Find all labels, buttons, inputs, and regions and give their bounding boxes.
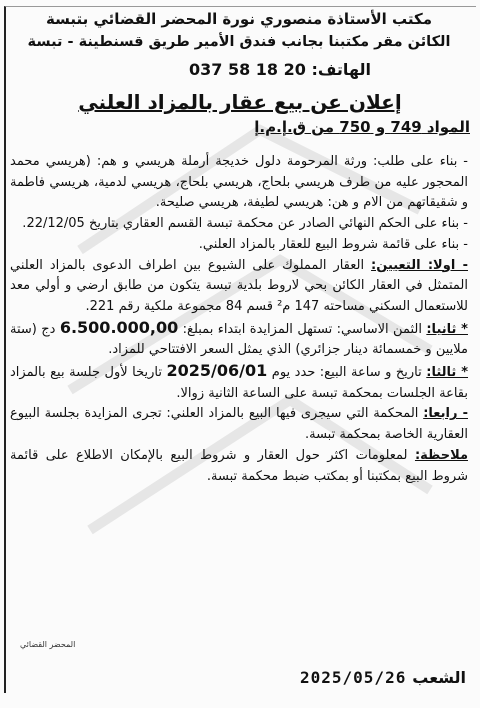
court-label: - رابعا: — [423, 406, 468, 422]
bailiff-signature: المحضر القضائي — [20, 640, 76, 649]
notice-body — [10, 152, 468, 487]
sale-date-text-b: تاريخا لأول جلسة بيع بالمزاد بقاعة الجلسات بمحكمة تبسة على الساعة الثانية زوالا. — [10, 365, 468, 401]
paragraph-court — [10, 404, 468, 445]
paragraph-request: - بناء على طلب: ورثة المرحومة دلول خديجة أرملة هريسي و هم: (هريسي محمد المحجور عليه من طرف هريسي بلحاج، هريسي بلحاج، هريسي لدمية، هريسي فاطمة و شقيقاتهم من الام و هن: هريسي لطيفة، هريسي صليحة. — [10, 154, 468, 211]
price-amount: 6.500.000,00 — [59, 317, 179, 337]
price-text-b: دج (ستة ملايين و خمسمائة دينار جزائري) الذي يمثل السعر الافتتاحي للمزاد. — [10, 321, 468, 358]
price-label: * ثانيا: — [426, 321, 468, 337]
sale-date-text-a: تاريخ و ساعة البيع: حدد يوم — [271, 365, 422, 381]
office-address: الكائن مقر مكتبنا بجانب فندق الأمير طريق قسنطينة - تبسة — [27, 34, 451, 50]
paragraph-judgment: - بناء على الحكم النهائي الصادر عن محكمة تبسة القسم العقاري بتاريخ 22/12/05. — [22, 216, 468, 232]
paragraph-sale-date — [10, 361, 468, 404]
office-phone-line — [130, 60, 430, 79]
paragraph-conditions: - بناء على قائمة شروط البيع للعقار بالمزاد العلني. — [198, 236, 468, 252]
newspaper-name: الشعب — [412, 668, 466, 687]
price-text-a: الثمن الاساسي: تستهل المزايدة ابتداء بمبلغ: — [182, 321, 422, 337]
publication-date: 2025/05/26 — [300, 668, 407, 687]
notice-title: إعلان عن بيع عقار بالمزاد العلني — [78, 90, 402, 114]
designation-text: العقار المملوك على الشيوع بين اطراف الدعوى بالمزاد العلني المتمثل في العقار الكائن بحي لاروط بلدية تبسة يتكون من طابق ارضي و أولي معد للاستعمال السكني مساحته 147 م² قسم 84 مجموعة ملكية رقم 221. — [10, 257, 468, 314]
note-text: لمعلومات اكثر حول العقار و شروط البيع بالإمكان الاطلاع على قائمة شروط البيع بمكتبنا أو بمكتب ضبط محكمة تبسة. — [10, 447, 468, 484]
sale-date: 2025/06/01 — [166, 361, 268, 381]
phone-number: 037 58 18 20 — [188, 60, 306, 79]
office-name: مكتب الأستاذة منصوري نورة المحضر القضائي بتبسة — [45, 10, 432, 28]
legal-articles: المواد 749 و 750 من ق.إ.م.إ — [254, 118, 470, 136]
paragraph-note — [10, 446, 468, 487]
paragraph-price — [10, 318, 468, 361]
designation-label: - اولا: التعيين: — [371, 257, 468, 273]
note-label: ملاحظة: — [414, 447, 468, 463]
sale-date-label: * ثالثا: — [426, 365, 469, 381]
phone-label: الهاتف: — [311, 60, 371, 79]
paragraph-designation — [10, 256, 468, 318]
publication-footer — [4, 666, 474, 690]
court-text: المحكمة التي سيجرى فيها البيع بالمزاد العلني: تجرى المزايدة بجلسة البيوع العقارية الخاصة بمحكمة تبسة. — [10, 406, 468, 443]
